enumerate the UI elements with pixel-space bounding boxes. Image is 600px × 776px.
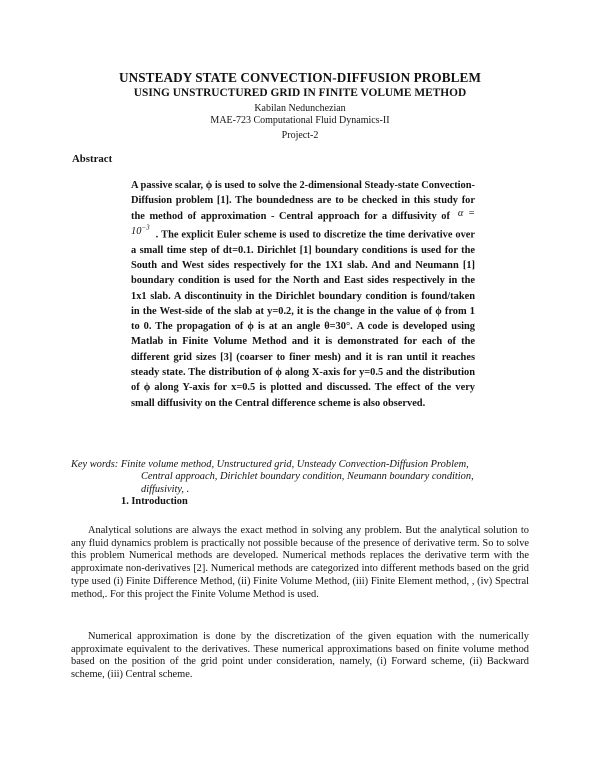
abstract-text-part2: . The explicit Euler scheme is used to discretize the time derivative over a small time step of dt=0.1. Dirichlet [1] boundary conditions is used for the South and West sides respectively for the 1X1 slab. And and Neumann [1] boundary condition is used for the North and East sides respectively in the 1x1 slab. A discontinuity in the Dirichlet boundary condition is found/taken in the West-side of the slab at y=0.2, it is the change in the value of ϕ from 1 to 0. The propagation of ϕ is at an angle θ=30°. A code is developed using Matlab in Finite Volume Method and it is demonstrated for each of the different grid sizes [3] (coarser to finer mesh) and it is ran until it reaches steady state. The distribution of ϕ along X-axis for y=0.5 and the distribution of ϕ along Y-axis for x=0.5 is plotted and discussed. The effect of the very small diffusivity on the Central difference scheme is also observed. [131,229,475,409]
keywords-label: Key words [71,459,115,470]
intro-paragraph-1-text: Analytical solutions are always the exact method in solving any problem. But the analytical solution to any fluid dynamics problem is practically not possible because of the presence of derivative term. So to solve this problem Numerical methods are developed. Numerical methods replaces the derivative term with the approximate non-derivatives [2]. Numerical methods are categorized into different methods based on the grid type used (i) Finite Difference Method, (ii) Finite Volume Method, (iii) Finite Element method, , (iv) Spectral method,. For this project the Finite Volume Method is used. [71,525,529,600]
keywords-line3: diffusivity, . [141,483,190,495]
introduction-heading: 1. Introduction [121,496,188,507]
keywords-line1 [71,459,529,471]
keywords-line2: Central approach, Dirichlet boundary condition, Neumann boundary condition, [141,471,474,483]
paper-title-line2: USING UNSTRUCTURED GRID IN FINITE VOLUME METHOD [133,87,467,99]
author-name: Kabilan Nedunchezian [254,103,346,114]
keywords-text1: : Finite volume method, Unstructured grid, Unsteady Convection-Diffusion Problem, [114,459,469,470]
alpha-exponent: −3 [141,223,150,232]
abstract-body [131,178,475,411]
abstract-text-part1: A passive scalar, ϕ is used to solve the 2-dimensional Steady-state Convection-Diffusion problem [1]. The boundedness are to be checked in this study for the method of approximation - Central approach for a diffusivity of [131,180,475,222]
alpha-symbol: α = 10 [131,207,475,238]
project-label: Project-2 [281,130,319,141]
intro-paragraph-2 [71,631,529,682]
abstract-heading: Abstract [72,153,113,165]
paper-title-line1: UNSTEADY STATE CONVECTION-DIFFUSION PROBLEM [119,70,481,85]
course-name: MAE-723 Computational Fluid Dynamics-II [210,115,390,126]
intro-paragraph-1 [71,525,529,601]
intro-paragraph-2-text: Numerical approximation is done by the discretization of the given equation with the numerically approximate equivalent to the derivatives. These numerical approximations based on finite volume method based on the position of the grid point under consideration, namely, (i) Forward scheme, (ii) Backward scheme, (iii) Central scheme. [71,631,529,681]
keywords-block [71,459,529,496]
